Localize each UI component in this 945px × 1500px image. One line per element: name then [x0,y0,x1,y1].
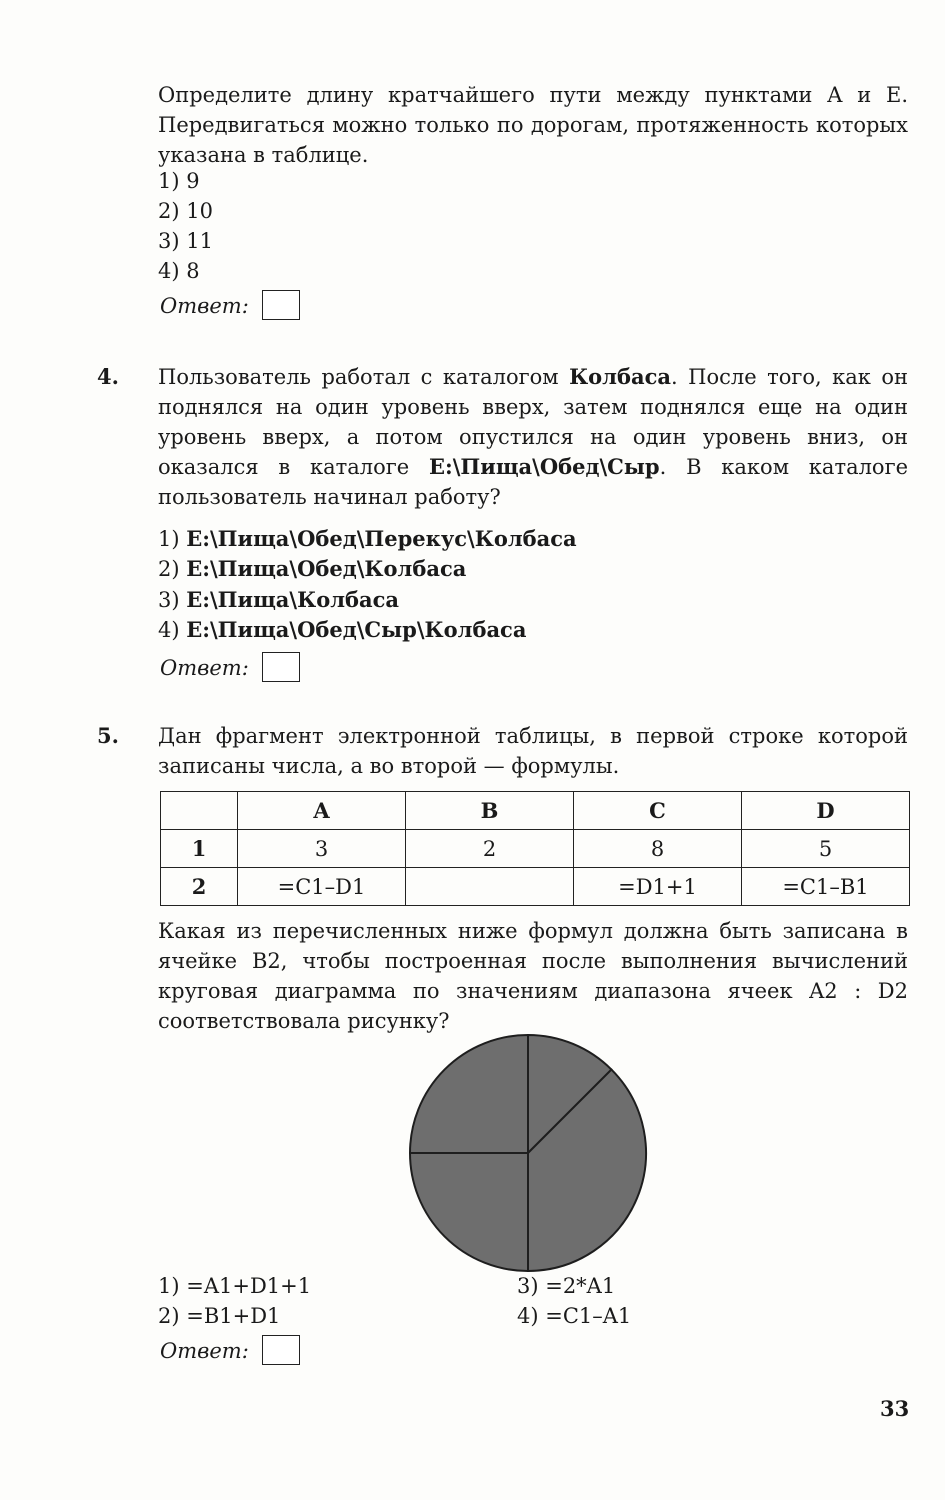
cell-d1: 5 [742,830,910,868]
q3-option-3[interactable]: 3) 11 [158,229,213,253]
q5-answer-box[interactable] [262,1335,300,1365]
table-row [161,868,910,906]
q5-option-3[interactable]: 3) =2*A1 [517,1274,616,1298]
q5-option-1[interactable]: 1) =A1+D1+1 [158,1274,312,1298]
q5-option-2[interactable]: 2) =B1+D1 [158,1304,281,1328]
q5-text: Дан фрагмент электронной таблицы, в первой строке которой записаны числа, а во второй — формулы. [158,724,908,778]
table-row [161,830,910,868]
q4-option-2[interactable] [158,554,466,584]
cell-a2: =C1–D1 [238,868,406,906]
column-header-b: B [406,792,574,830]
q4-option-path: E:\Пища\Обед\Колбаса [186,556,467,581]
table-corner-cell [161,792,238,830]
q4-folder-name: Колбаса [569,364,671,389]
q4-option-3[interactable] [158,585,399,615]
q4-text-part-3: . В каком каталоге пользователь начинал работу? [158,455,909,509]
q3-answer-label: Ответ: [160,294,249,318]
q3-option-4[interactable]: 4) 8 [158,259,200,283]
q4-option-path: E:\Пища\Колбаса [186,587,400,612]
q4-option-1[interactable] [158,524,577,554]
q3-text: Определите длину кратчайшего пути между пунктами A и E. Передвигаться можно только по дорогам, протяженность которых указана в таблице. [158,83,908,167]
q4-option-num: 1) [158,527,180,551]
q3-answer-box[interactable] [262,290,300,320]
row-header-2: 2 [161,868,238,906]
q5-option-4[interactable]: 4) =C1–A1 [517,1304,632,1328]
q3-option-1[interactable]: 1) 9 [158,169,200,193]
pie-slice-3 [410,1153,528,1271]
cell-b1: 2 [406,830,574,868]
pie-slice-4 [410,1035,528,1153]
q4-option-path: E:\Пища\Обед\Перекус\Колбаса [186,526,577,551]
q4-text-part-1: Пользователь работал с каталогом [158,365,570,389]
q4-text [158,362,908,512]
pie-chart [400,1025,656,1281]
cell-d2: =C1–B1 [742,868,910,906]
q5-answer-label: Ответ: [160,1339,249,1363]
cell-c2: =D1+1 [574,868,742,906]
q4-option-4[interactable] [158,615,526,645]
q4-option-num: 4) [158,618,180,642]
table-header-row [161,792,910,830]
q4-text-part-2: . После того, как он поднялся на один уровень вверх, затем поднялся еще на один уровень вверх, а потом опустился на один уровень вниз, он оказался в каталоге [158,365,908,479]
q4-final-path: E:\Пища\Обед\Сыр [428,454,660,479]
q4-answer-label: Ответ: [160,656,249,680]
q3-option-2[interactable]: 2) 10 [158,199,213,223]
q4-option-num: 2) [158,557,180,581]
spreadsheet-fragment [160,791,910,906]
q5-question: Какая из перечисленных ниже формул должна быть записана в ячейке B2, чтобы построенная после выполнения вычислений круговая диаграмма по значениям диапазона ячеек A2 : D2 соответствовала рисунку? [158,919,908,1033]
q4-answer-box[interactable] [262,652,300,682]
column-header-a: A [238,792,406,830]
column-header-c: C [574,792,742,830]
q5-number: 5. [97,723,119,748]
cell-b2 [406,868,574,906]
column-header-d: D [742,792,910,830]
page-number: 33 [880,1396,910,1421]
cell-c1: 8 [574,830,742,868]
q4-option-num: 3) [158,588,180,612]
q4-option-path: E:\Пища\Обед\Сыр\Колбаса [186,617,527,642]
cell-a1: 3 [238,830,406,868]
row-header-1: 1 [161,830,238,868]
q4-number: 4. [97,364,119,389]
